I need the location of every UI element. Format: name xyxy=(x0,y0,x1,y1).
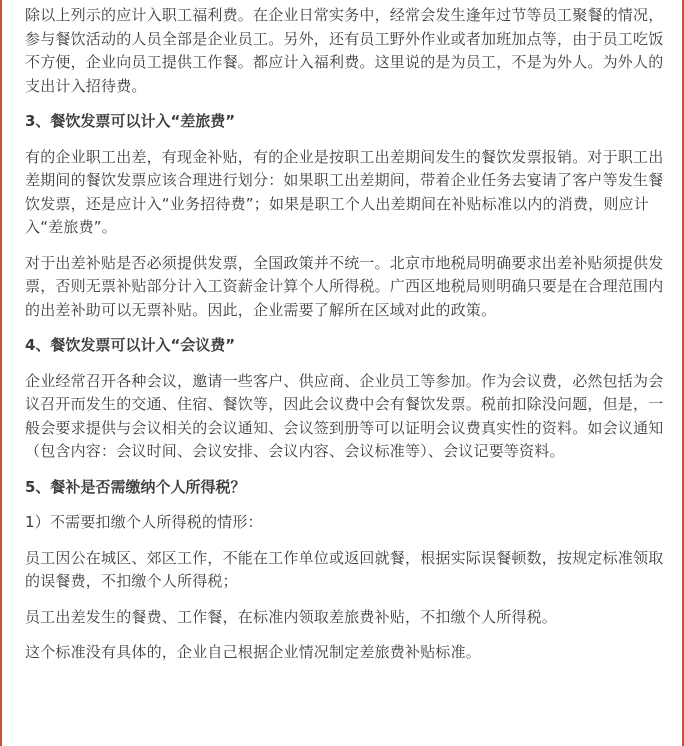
heading-travel-expense: 3、餐饮发票可以计入“差旅费” xyxy=(25,112,236,130)
paragraph-travel-division: 有的企业职工出差，有现金补贴，有的企业是按职工出差期间发生的餐饮发票报销。对于职工出差期间的餐饮发票应该合理进行划分：如果职工出差期间，带着企业任务去宴请了客户等发生餐饮发票，还是应计入“业务招待费”；如果是职工个人出差期间在补贴标准以内的消费，则应计入“差旅费”。 xyxy=(25,147,664,236)
paragraph-travel-subsidy: 对于出差补贴是否必须提供发票，全国政策并不统一。北京市地税局明确要求出差补贴须提供发票，否则无票补贴部分计入工资薪金计算个人所得税。广西区地税局则明确只要是在合理范围内的出差补助可以无票补贴。因此，企业需要了解所在区域对此的政策。 xyxy=(25,253,664,319)
paragraph-meeting: 企业经常召开各种会议，邀请一些客户、供应商、企业员工等参加。作为会议费，必然包括为会议召开而发生的交通、住宿、餐饮等，因此会议费中会有餐饮发票。税前扣除没问题，但是，一般会要求提供与会议相关的会议通知、会议签到册等可以证明会议费真实性的资料。如会议通知（包含内容：会议时间、会议安排、会议内容、会议标准等）、会议记要等资料。 xyxy=(25,371,664,460)
paragraph-welfare: 除以上列示的应计入职工福利费。在企业日常实务中，经常会发生逢年过节等员工聚餐的情况，参与餐饮活动的人员全部是企业员工。另外，还有员工野外作业或者加班加点等，由于员工吃饭不方便，企业向员工提供工作餐。都应计入福利费。这里说的是为员工，不是为外人。为外人的支出计入招待费。 xyxy=(25,6,664,95)
paragraph-business-trip-meal: 员工出差发生的餐费、工作餐，在标准内领取差旅费补贴，不扣缴个人所得税。 xyxy=(25,607,558,626)
paragraph-missed-meal: 员工因公在城区、郊区工作，不能在工作单位或返回就餐，根据实际误餐顿数，按规定标准领取的误餐费，不扣缴个人所得税； xyxy=(25,548,664,590)
paragraph-standard: 这个标准没有具体的，企业自己根据企业情况制定差旅费补贴标准。 xyxy=(25,643,482,661)
heading-meeting-expense: 4、餐饮发票可以计入“会议费” xyxy=(25,336,236,354)
heading-meal-tax: 5、餐补是否需缴纳个人所得税？ xyxy=(25,477,246,496)
paragraph-no-tax-intro: 1）不需要扣缴个人所得税的情形： xyxy=(25,513,263,531)
